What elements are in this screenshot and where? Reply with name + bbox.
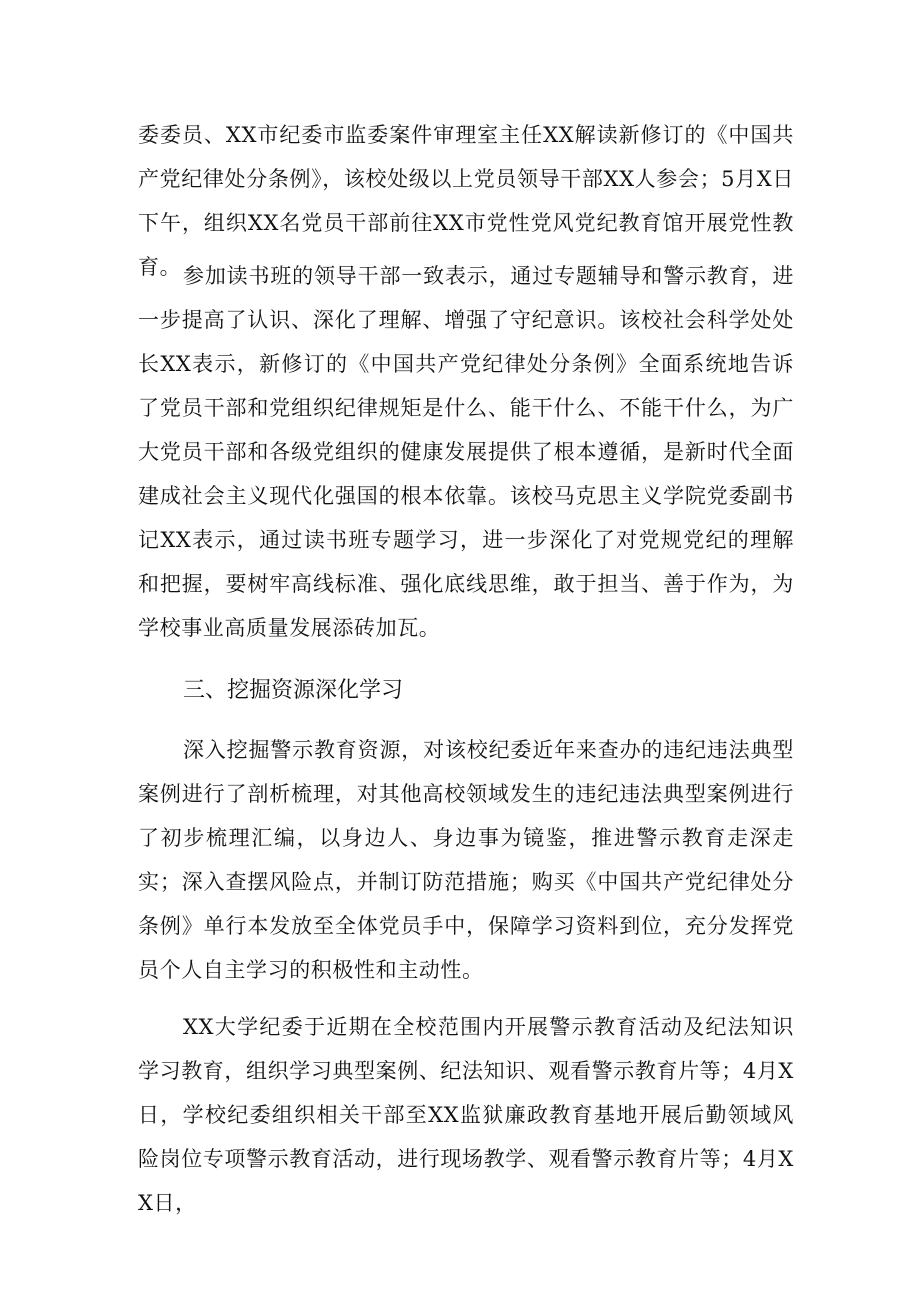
paragraph-3: 深入挖掘警示教育资源，对该校纪委近年来查办的违纪违法典型案例进行了剖析梳理，对其他高校领域发生的违纪违法典型案例进行了初步梳理汇编，以身边人、身边事为镜鉴，推进警示教育走深走实；深入查摆风险点，并制订防范措施；购买《中国共产党纪律处分条例》单行本发放至全体党员手中，保障学习资料到位，充分发挥党员个人自主学习的积极性和主动性。 [138, 738, 794, 982]
section-heading: 三、挖掘资源深化学习 [183, 678, 404, 703]
paragraph-1: 委委员、XX市纪委市监委案件审理室主任XX解读新修订的《中国共产党纪律处分条例》，该校处级以上党员领导干部XX人参会；5月X日下午，组织XX名党员干部前往XX市党性党风党纪教育馆开展党性教育。 [138, 123, 794, 279]
paragraph-2: 参加读书班的领导干部一致表示，通过专题辅导和警示教育，进一步提高了认识、深化了理解、增强了守纪意识。该校社会科学处处长XX表示，新修订的《中国共产党纪律处分条例》全面系统地告诉了党员干部和党组织纪律规矩是什么、能干什么、不能干什么，为广大党员干部和各级党组织的健康发展提供了根本遵循，是新时代全面建成社会主义现代化强国的根本依靠。该校马克思主义学院党委副书记XX表示，通过读书班专题学习，进一步深化了对党规党纪的理解和把握，要树牢高线标准、强化底线思维，敢于担当、善于作为，为学校事业高质量发展添砖加瓦。 [138, 264, 794, 640]
paragraph-4: XX大学纪委于近期在全校范围内开展警示教育活动及纪法知识学习教育，组织学习典型案例、纪法知识、观看警示教育片等；4月X日，学校纪委组织相关干部至XX监狱廉政教育基地开展后勤领域风险岗位专项警示教育活动，进行现场教学、观看警示教育片等；4月XX日， [138, 1015, 794, 1215]
